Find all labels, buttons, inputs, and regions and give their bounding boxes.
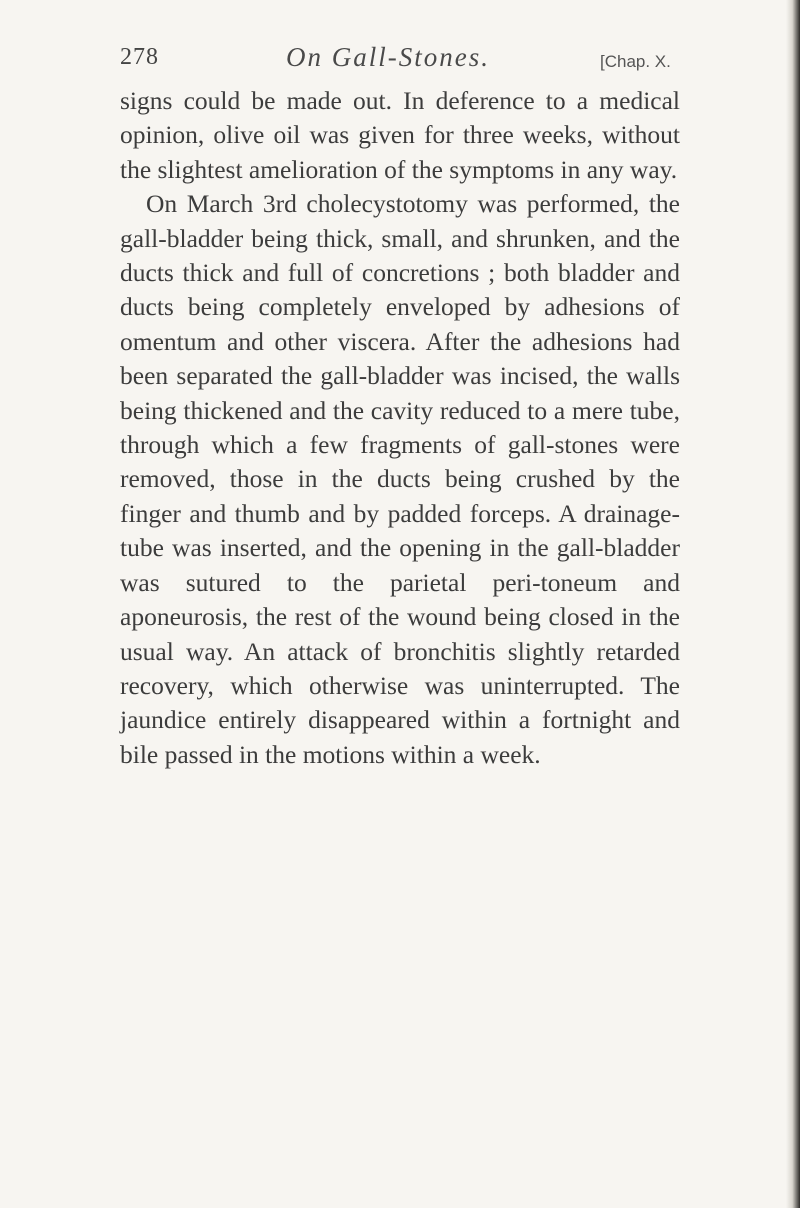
page-number: 278 — [120, 44, 159, 70]
page-edge-shadow — [786, 0, 800, 1208]
paragraph-continuation: signs could be made out. In deference to a medical opinion, olive oil was given for three weeks, without the slightest amelioration of the symptoms in any way. — [120, 86, 680, 184]
body-text — [120, 84, 680, 772]
page-header — [0, 40, 800, 80]
running-title: On Gall-Stones. — [286, 42, 490, 72]
paragraph-case-operation: On March 3rd cholecystotomy was performed, the gall-bladder being thick, small, and shrunken, and the ducts thick and full of concretions ; both bladder and ducts being completely enveloped by adhesions of omentum and other viscera. After the adhesions had been separated the gall-bladder was incised, the walls being thickened and the cavity reduced to a mere tube, through which a few fragments of gall-stones were removed, those in the ducts being crushed by the finger and thumb and by padded forceps. A drainage-tube was inserted, and the opening in the gall-bladder was sutured to the parietal peri-toneum and aponeurosis, the rest of the wound being closed in the usual way. An attack of bronchitis slightly retarded recovery, which otherwise was uninterrupted. The jaundice entirely disappeared within a fortnight and bile passed in the motions within a week. — [120, 189, 680, 769]
chapter-label: [Chap. X. — [600, 52, 671, 71]
